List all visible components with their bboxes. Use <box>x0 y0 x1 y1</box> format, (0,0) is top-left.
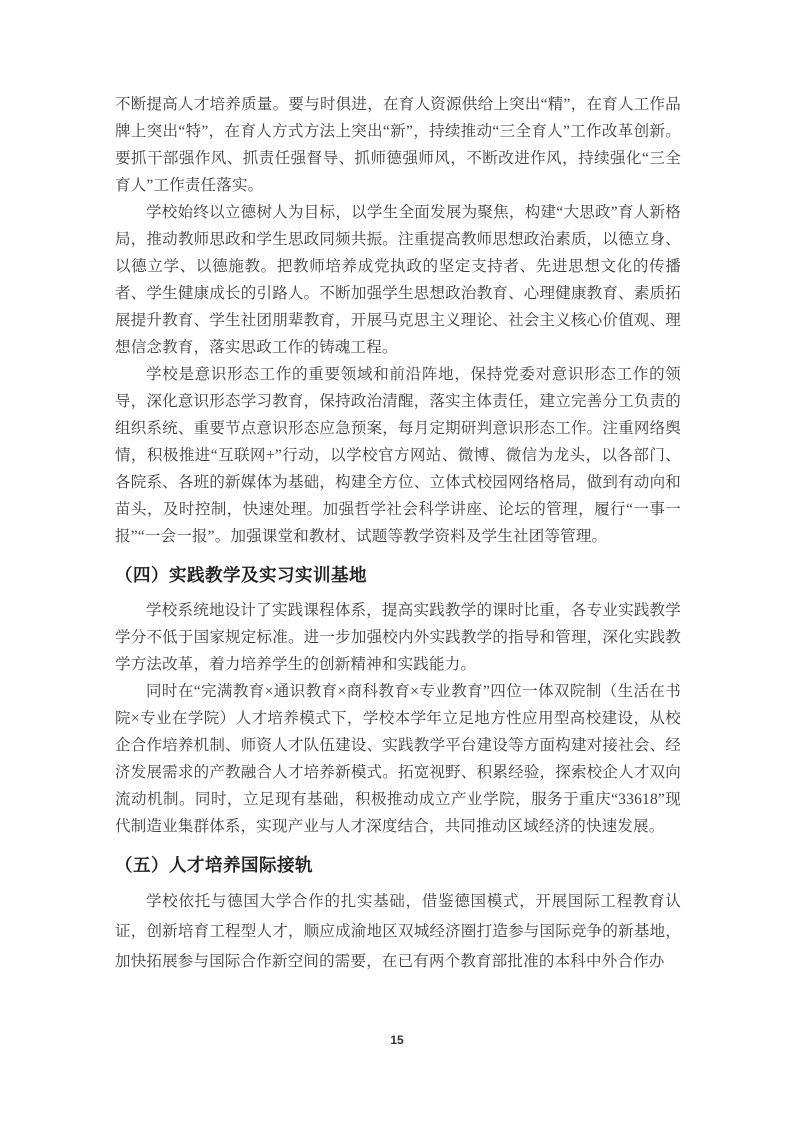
paragraph: 同时在“完满教育×通识教育×商科教育×专业教育”四位一体双院制（生活在书院×专业在学院）人才培养模式下，学校本学年立足地方性应用型高校建设，从校企合作培养机制、师资人才队伍建设、实践教学平台建设等方面构建对接社会、经济发展需求的产教融合人才培养新模式。拓宽视野、积累经验，探索校企人才双向流动机制。同时，立足现有基础，积极推动成立产业学院，服务于重庆“33618”现代制造业集群体系，实现产业与人才深度结合，共同推动区域经济的快速发展。 <box>115 683 681 835</box>
paragraph: 学校系统地设计了实践课程体系，提高实践教学的课时比重，各专业实践教学学分不低于国家规定标准。进一步加强校内外实践教学的指导和管理，深化实践教学方法改革，着力培养学生的创新精神和实践能力。 <box>115 602 681 673</box>
page-footer <box>0 1031 794 1049</box>
paragraph: 学校是意识形态工作的重要领域和前沿阵地，保持党委对意识形态工作的领导，深化意识形态学习教育，保持政治清醒，落实主体责任，建立完善分工负责的组织系统、重要节点意识形态应急预案，每月定期研判意识形态工作。注重网络舆情，积极推进“互联网+”行动，以学校官方网站、微博、微信为龙头，以各部门、各院系、各班的新媒体为基础，构建全方位、立体式校园网络格局，做到有动向和苗头，及时控制，快速处理。加强哲学社会科学讲座、论坛的管理，履行“一事一报”“一会一报”。加强课堂和教材、试题等教学资料及学生社团等管理。 <box>115 366 681 545</box>
paragraph: 学校始终以立德树人为目标，以学生全面发展为聚焦，构建“大思政”育人新格局，推动教师思政和学生思政同频共振。注重提高教师思想政治素质，以德立身、以德立学、以德施教。把教师培养成党执政的坚定支持者、先进思想文化的传播者、学生健康成长的引路人。不断加强学生思想政治教育、心理健康教育、素质拓展提升教育、学生社团朋辈教育，开展马克思主义理论、社会主义核心价值观、理想信念教育，落实思政工作的铸魂工程。 <box>115 204 681 356</box>
page-content <box>115 91 681 977</box>
page-number: 15 <box>390 1033 404 1047</box>
section-heading-4: （四）实践教学及实习实训基地 <box>115 565 367 585</box>
section-heading-5: （五）人才培养国际接轨 <box>115 855 313 875</box>
paragraph-continued: 不断提高人才培养质量。要与时俱进，在育人资源供给上突出“精”，在育人工作品牌上突出“特”，在育人方式方法上突出“新”，持续推动“三全育人”工作改革创新。要抓干部强作风、抓责任强督导、抓师德强师风，不断改进作风，持续强化“三全育人”工作责任落实。 <box>115 96 681 194</box>
paragraph: 学校依托与德国大学合作的扎实基础，借鉴德国模式，开展国际工程教育认证，创新培育工程型人才，顺应成渝地区双城经济圈打造参与国际竞争的新基地，加快拓展参与国际合作新空间的需要，在已有两个教育部批准的本科中外合作办 <box>115 893 681 970</box>
